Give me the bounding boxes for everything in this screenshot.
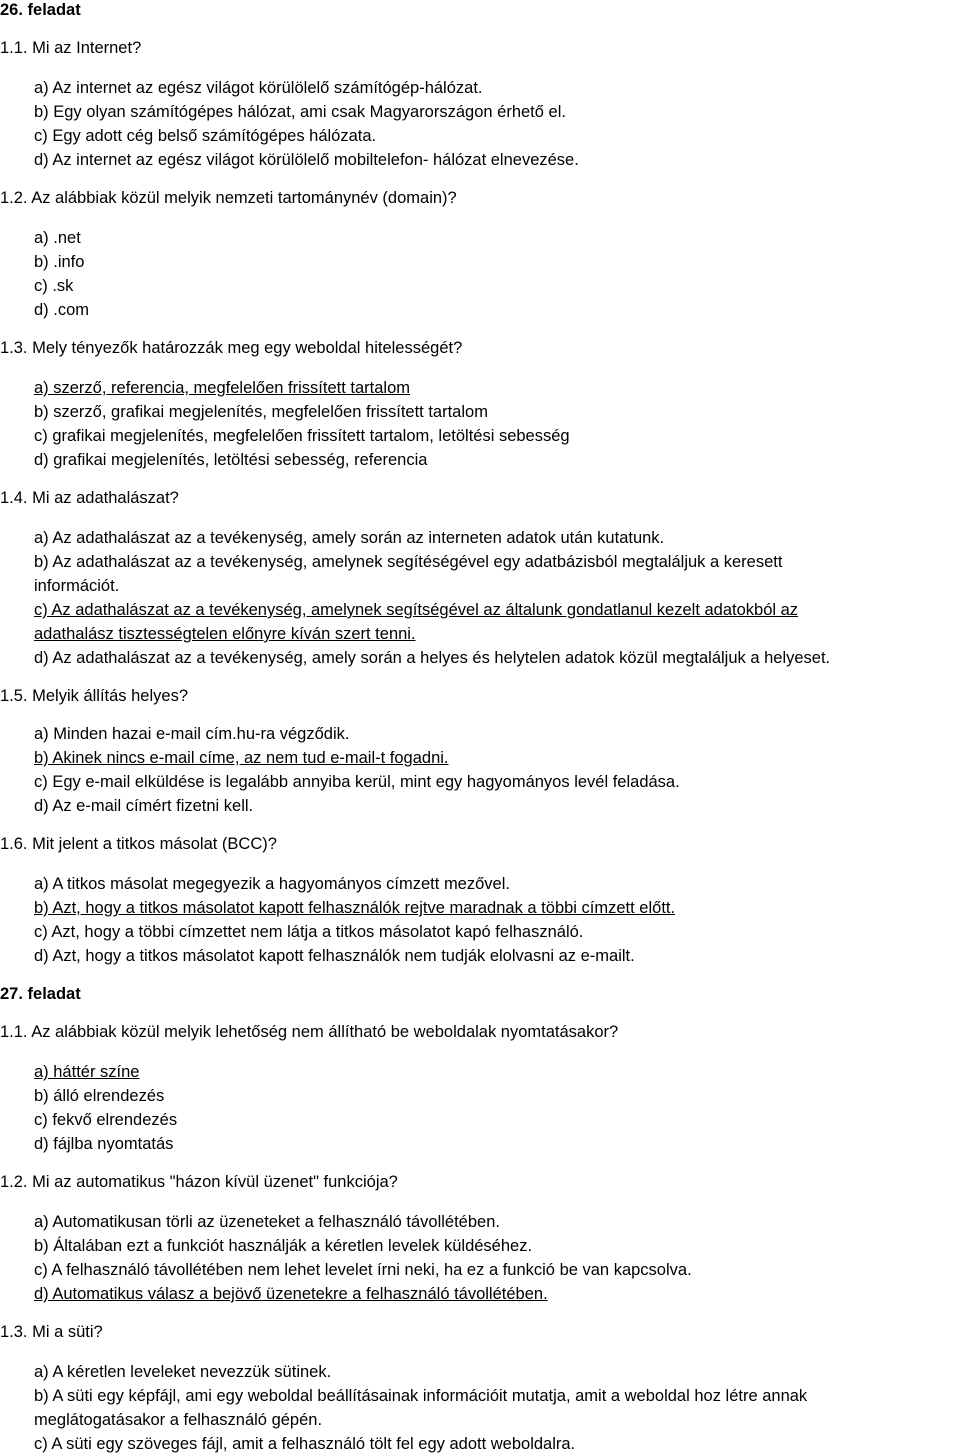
option-26-1-1-b: b) Egy olyan számítógépes hálózat, ami csak Magyarországon érhető el. [34,103,566,121]
question-27-1-3: 1.3. Mi a süti? [0,1323,103,1341]
option-26-1-4-c-line2-correct: adathalász tisztességtelen előnyre kíván szert tenni. [34,625,416,643]
option-27-1-2-c: c) A felhasználó távollétében nem lehet levelet írni neki, ha ez a funkció be van kapcsolva. [34,1261,692,1279]
section-title-26: 26. feladat [0,1,81,19]
option-26-1-5-a: a) Minden hazai e-mail cím.hu-ra végződik. [34,725,350,743]
option-26-1-2-b: b) .info [34,253,85,271]
option-26-1-1-a: a) Az internet az egész világot körülölelő számítógép-hálózat. [34,79,483,97]
option-26-1-6-d: d) Azt, hogy a titkos másolatot kapott felhasználók nem tudják elolvasni az e-mailt. [34,947,635,965]
option-26-1-2-a: a) .net [34,229,81,247]
option-26-1-1-c: c) Egy adott cég belső számítógépes hálózata. [34,127,377,145]
option-27-1-1-a-correct: a) háttér színe [34,1063,140,1081]
question-26-1-6: 1.6. Mit jelent a titkos másolat (BCC)? [0,835,277,853]
option-26-1-6-b-correct: b) Azt, hogy a titkos másolatot kapott felhasználók rejtve maradnak a többi címzett előtt. [34,899,676,917]
option-27-1-2-d-correct: d) Automatikus válasz a bejövő üzenetekre a felhasználó távollétében. [34,1285,548,1303]
option-26-1-1-d: d) Az internet az egész világot körülölelő mobiltelefon- hálózat elnevezése. [34,151,579,169]
option-26-1-4-b-line1: b) Az adathalászat az a tevékenység, amelynek segítéségével egy adatbázisból megtaláljuk a keresett [34,553,783,571]
question-26-1-1: 1.1. Mi az Internet? [0,39,142,57]
question-26-1-4: 1.4. Mi az adathalászat? [0,489,179,507]
option-26-1-6-c: c) Azt, hogy a többi címzettet nem látja a titkos másolatot kapó felhasználó. [34,923,584,941]
option-26-1-2-c: c) .sk [34,277,74,295]
option-27-1-2-a: a) Automatikusan törli az üzeneteket a felhasználó távollétében. [34,1213,500,1231]
option-26-1-4-c-line1-correct: c) Az adathalászat az a tevékenység, amelynek segítségével az általunk gondatlanul kezelt adatokból az [34,601,799,619]
option-27-1-3-a: a) A kéretlen leveleket nevezzük sütinek. [34,1363,332,1381]
option-26-1-3-b: b) szerző, grafikai megjelenítés, megfelelően frissített tartalom [34,403,488,421]
option-26-1-4-b-line2: információt. [34,577,120,595]
question-27-1-1: 1.1. Az alábbiak közül melyik lehetőség nem állítható be weboldalak nyomtatásakor? [0,1023,619,1041]
section-title-27: 27. feladat [0,985,81,1003]
option-26-1-6-a: a) A titkos másolat megegyezik a hagyományos címzett mezővel. [34,875,510,893]
option-27-1-2-b: b) Általában ezt a funkciót használják a kéretlen levelek küldéséhez. [34,1237,533,1255]
option-26-1-4-d: d) Az adathalászat az a tevékenység, amely során a helyes és helytelen adatok közül megtaláljuk a helyeset. [34,649,831,667]
option-26-1-3-a-correct: a) szerző, referencia, megfelelően frissített tartalom [34,379,410,397]
option-26-1-5-d: d) Az e-mail címért fizetni kell. [34,797,254,815]
option-27-1-3-b-line1: b) A süti egy képfájl, ami egy weboldal beállításainak információit mutatja, amit a weboldal hoz létre annak [34,1387,808,1405]
option-27-1-1-b: b) álló elrendezés [34,1087,165,1105]
option-26-1-3-c: c) grafikai megjelenítés, megfelelően frissített tartalom, letöltési sebesség [34,427,570,445]
option-26-1-2-d: d) .com [34,301,90,319]
option-26-1-3-d: d) grafikai megjelenítés, letöltési sebesség, referencia [34,451,428,469]
question-26-1-2: 1.2. Az alábbiak közül melyik nemzeti tartománynév (domain)? [0,189,457,207]
question-26-1-3: 1.3. Mely tényezők határozzák meg egy weboldal hitelességét? [0,339,463,357]
option-27-1-3-c: c) A süti egy szöveges fájl, amit a felhasználó tölt fel egy adott weboldalra. [34,1435,576,1453]
option-26-1-4-a: a) Az adathalászat az a tevékenység, amely során az interneten adatok után kutatunk. [34,529,665,547]
option-26-1-5-b-correct: b) Akinek nincs e-mail címe, az nem tud e-mail-t fogadni. [34,749,449,767]
question-27-1-2: 1.2. Mi az automatikus "házon kívül üzenet" funkciója? [0,1173,398,1191]
question-26-1-5: 1.5. Melyik állítás helyes? [0,687,189,705]
option-27-1-3-b-line2: meglátogatásakor a felhasználó gépén. [34,1411,323,1429]
option-26-1-5-c: c) Egy e-mail elküldése is legalább annyiba kerül, mint egy hagyományos levél feladása. [34,773,680,791]
option-27-1-1-c: c) fekvő elrendezés [34,1111,178,1129]
option-27-1-1-d: d) fájlba nyomtatás [34,1135,174,1153]
